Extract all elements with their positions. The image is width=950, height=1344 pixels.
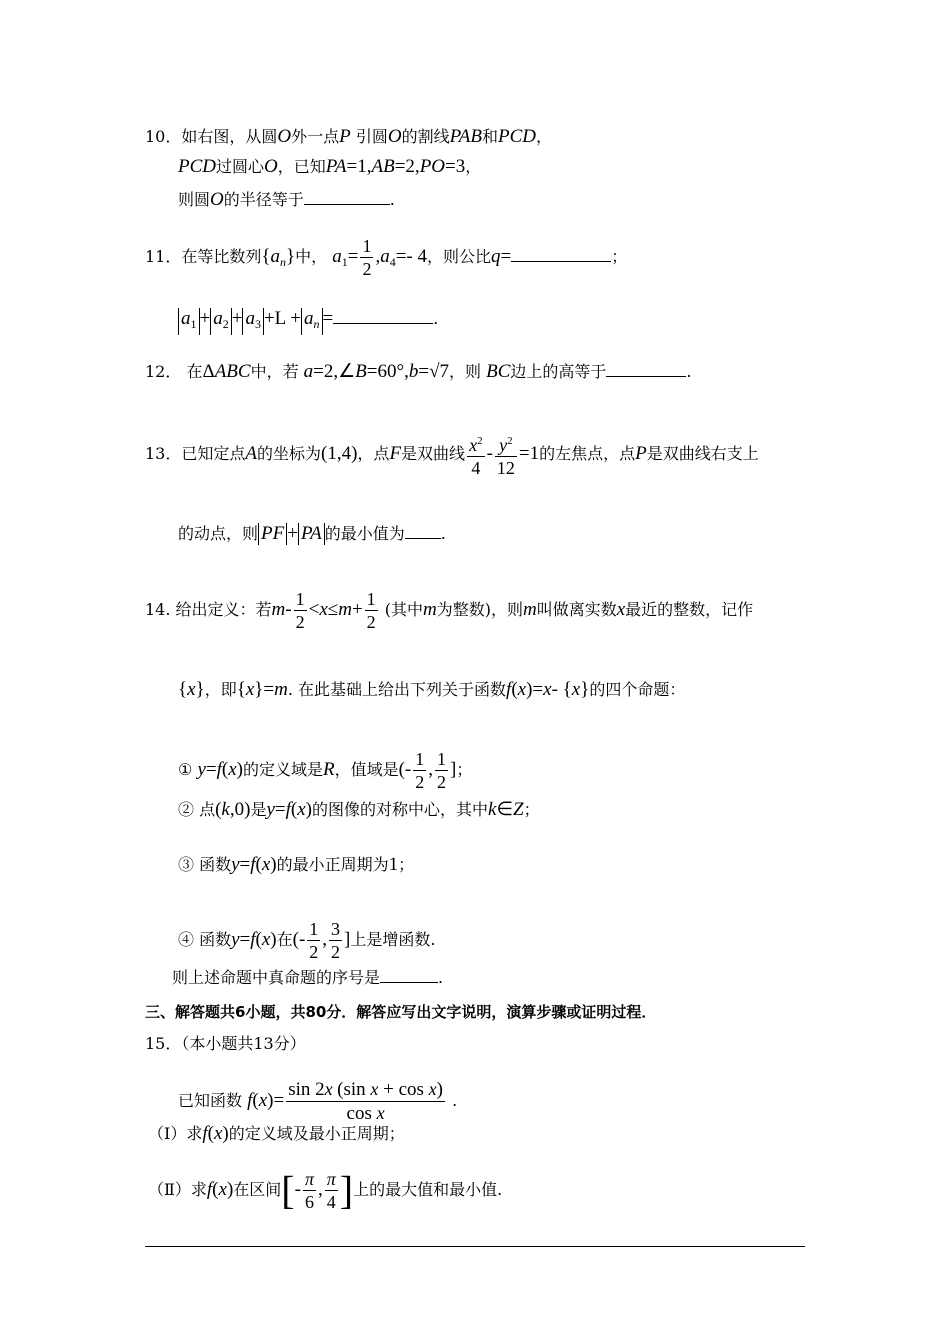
q15-given: 已知函数 f(x)= $\frac{\text{sin 2x (sin x + cos x)}}{\text{cos x}}$ . — [178, 1079, 458, 1124]
q11-number: 11． — [145, 247, 182, 266]
footer-rule — [145, 1246, 805, 1247]
q14-prop4: ④ 函数y=f(x)在(- $\frac{1}{2}$ , $\frac{3}{2}$ ]上是增函数. — [178, 919, 436, 962]
q14-line2: {x}，即{x}=m. 在此基础上给出下列关于函数f(x)=x- {x}的四个命题： — [178, 679, 686, 700]
q14-prop2: ② 点(k,0)是y=f(x)的图像的对称中心，其中k∈Z； — [178, 799, 540, 820]
q12-line: 12． 在ΔABC中，若 a=2,∠B=60°,b=√7，则 BC边上的高等于 . — [145, 361, 692, 382]
q15-header — [145, 1034, 306, 1054]
q11-line1: 11．在等比数列$\{a_n\}$中， $a_1=$ $\frac{1}{2}$ $,a_4=-$ 4，则公比q= ； — [145, 236, 628, 279]
answer-blank[interactable] — [405, 524, 441, 539]
q14-ask: 则上述命题中真命题的序号是 . — [172, 968, 444, 987]
q15-part1: （Ⅰ）求f(x)的定义域及最小正周期； — [148, 1123, 405, 1144]
answer-blank[interactable] — [380, 968, 438, 983]
q10-number: 10． — [145, 127, 182, 146]
q15-part2: （Ⅱ）求f(x)在区间[- $\frac{\pi}{6}$ , $\frac{\pi}{4}$ ]上的最大值和最小值. — [148, 1167, 503, 1213]
q14-prop1: ① y=f(x)的定义域是R，值域是(- $\frac{1}{2}$ , $\frac{1}{2}$ ]； — [178, 749, 473, 792]
q13-number: 13． — [145, 444, 182, 463]
q15-score: （本小题共13分） — [181, 1034, 306, 1053]
q13-line1: 13．已知定点A的坐标为(1,4)，点F是双曲线 $\frac{x^2}{4}$ - $\frac{y^2}{12}$ =1的左焦点，点P是双曲线右支上 — [145, 430, 759, 479]
q14-prop3: ③ 函数y=f(x)的最小正周期为1； — [178, 854, 415, 875]
q10-line1: 10．如右图，从圆O外一点P 引圆O的割线PAB和PCD， — [145, 126, 552, 147]
q14-line1: 14. 给出定义：若m- $\frac{1}{2}$ <x≤m+ $\frac{1}{2}$ (其中m为整数)，则m叫做离实数x最近的整数，记作 — [145, 589, 754, 632]
section3-heading: 三、解答题共6小题，共80分．解答应写出文字说明，演算步骤或证明过程． — [145, 1003, 657, 1021]
q13-line2: 的动点，则 PF + PA 的最小值为 . — [178, 523, 446, 544]
q14-number: 14. — [145, 600, 171, 619]
q10-line2: PCD过圆心O，已知PA=1,AB=2,PO=3， — [178, 156, 482, 177]
q10-line3: 则圆O的半径等于 . — [178, 189, 395, 210]
q11-line2: $a_1 + a_2 + a_3 +L + a_n$ = . — [178, 308, 438, 335]
answer-blank[interactable] — [606, 362, 686, 377]
answer-blank[interactable] — [511, 247, 611, 262]
q15-number: 15． — [145, 1034, 182, 1053]
answer-blank[interactable] — [333, 309, 433, 324]
q12-number: 12． — [145, 362, 182, 381]
answer-blank[interactable] — [304, 190, 390, 205]
